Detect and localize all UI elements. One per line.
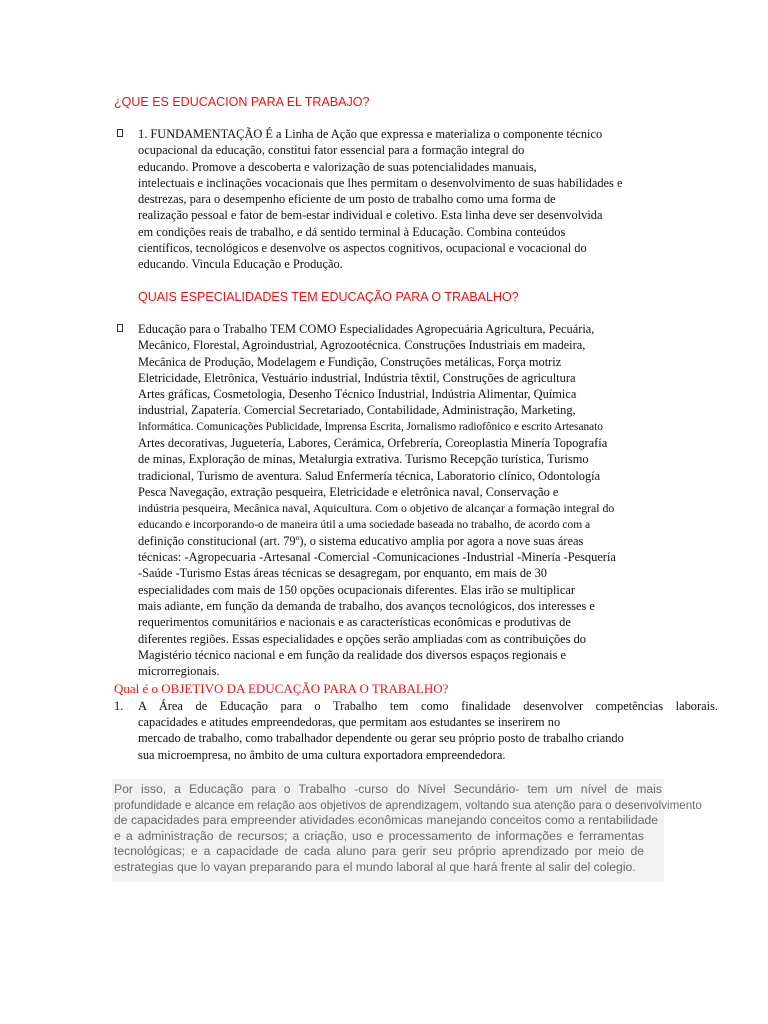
- paragraph-line: 1. FUNDAMENTAÇÃO É a Linha de Ação que expressa e materializa o componente técnico: [138, 127, 603, 141]
- paragraph-objetivo: [138, 698, 718, 763]
- paragraph-line: realização pessoal e fator de bem-estar individual e coletivo. Esta linha deve ser desenvolvida: [138, 208, 603, 223]
- paragraph-line: em condições reais de trabalho, e dá sentido terminal à Educação. Combina conteúdos: [138, 224, 566, 239]
- paragraph-line: industrial, Zapatería. Comercial Secretariado, Contabilidade, Administração, Marketing,: [138, 403, 576, 418]
- paragraph-especialidades: [138, 321, 616, 680]
- paragraph-line: Artes decorativas, Juguetería, Labores, Cerámica, Orfebrería, Coreoplastia Minería Topografía: [138, 436, 608, 451]
- bullet-icon: [117, 129, 123, 137]
- highlighted-paragraph: [112, 779, 702, 882]
- paragraph-line: Mecânica de Produção, Modelagem e Fundição, Construções metálicas, Força motriz: [138, 354, 562, 369]
- paragraph-line: Eletricidade, Eletrônica, Vestuário industrial, Indústria têxtil, Construções de agricultura: [138, 370, 576, 385]
- paragraph-line: de capacidades para empreender atividades econômicas manejando conceitos como a rentabilidade: [114, 813, 659, 828]
- paragraph-line: estrategias que lo vayan preparando para el mundo laboral al que hará frente al salir del colegio.: [114, 859, 636, 874]
- paragraph-line: científicos, tecnológicos e desenvolve os aspectos cognitivos, ocupacional e vocacional do: [138, 241, 587, 256]
- paragraph-line: Magistério técnico nacional e em função da realidade dos diversos espaços regionais e: [138, 647, 567, 662]
- paragraph-line: especialidades com mais de 150 opções ocupacionais diferentes. Elas irão se multiplicar: [138, 582, 575, 597]
- paragraph-line: educando e incorporando-o de maneira útil a uma sociedade baseada no trabalho, de acordo com a: [138, 518, 591, 531]
- paragraph-line: -Saúde -Turismo Estas áreas técnicas se desagregam, por enquanto, em mais de 30: [138, 566, 548, 581]
- paragraph-line: Informática. Comunicações Publicidade, Imprensa Escrita, Jornalismo radiofônico e escrito Artesanato: [138, 420, 603, 433]
- paragraph-line: profundidade e alcance em relação aos objetivos de aprendizagem, voltando sua atenção para o desenvolvimento: [114, 798, 702, 812]
- paragraph-line: mercado de trabalho, como trabalhador dependente ou gerar seu próprio posto de trabalho criando: [138, 731, 624, 746]
- paragraph-line: ocupacional da educação, constitui fator essencial para a formação integral do: [138, 143, 525, 158]
- heading-quais-especialidades: QUAIS ESPECIALIDADES TEM EDUCAÇÃO PARA O TRABALHO?: [138, 290, 519, 304]
- paragraph-line: capacidades e atitudes empreendedoras, que permitam aos estudantes se inserirem no: [138, 715, 561, 729]
- paragraph-line: educando. Promove a descoberta e valorização de suas potencialidades manuais,: [138, 159, 537, 174]
- paragraph-line: Pesca Navegação, extração pesqueira, Eletricidade e eletrônica naval, Conservação e: [138, 484, 559, 499]
- heading-que-es-educacion: ¿QUE ES EDUCACION PARA EL TRABAJO?: [114, 95, 370, 109]
- paragraph-line: intelectuais e inclinações vocacionais que lhes permitam o desenvolvimento de suas habilidades e: [138, 175, 623, 190]
- paragraph-line: tradicional, Turismo de aventura. Salud Enfermería técnica, Laboratorio clínico, Odontología: [138, 468, 601, 483]
- paragraph-line: diferentes regiões. Essas especialidades e opções serão ampliadas com as contribuições do: [138, 631, 586, 646]
- paragraph-line: indústria pesqueira, Mecânica naval, Aquicultura. Com o objetivo de alcançar a formação integral do: [138, 501, 615, 516]
- paragraph-line: definição constitucional (art. 79º), o sistema educativo amplia por agora a nove suas áreas: [138, 533, 584, 548]
- paragraph-line: Artes gráficas, Cosmetologia, Desenho Técnico Industrial, Indústria Alimentar, Química: [138, 387, 577, 402]
- paragraph-line: e a administração de recursos; a criação, uso e processamento de informações e ferramentas: [114, 828, 644, 843]
- paragraph-line: A Área de Educação para o Trabalho tem como finalidade desenvolver competências laborais.: [138, 699, 718, 713]
- heading-objetivo: Qual é o OBJETIVO DA EDUCAÇÃO PARA O TRABALHO?: [114, 681, 449, 696]
- paragraph-line: técnicas: -Agropecuaria -Artesanal -Comercial -Comunicaciones -Industrial -Minería -Pesquería: [138, 550, 616, 565]
- paragraph-line: Por isso, a Educação para o Trabalho -curso do Nível Secundário- tem um nível de mais: [114, 782, 662, 796]
- paragraph-line: Educação para o Trabalho TEM COMO Especialidades Agropecuária Agricultura, Pecuária,: [138, 322, 595, 336]
- paragraph-line: sua microempresa, no âmbito de uma cultura exportadora empreendedora.: [138, 747, 506, 762]
- paragraph-line: tecnológicas; e a capacidade de cada aluno para gerir seu próprio aprendizado por meio de: [114, 844, 644, 859]
- paragraph-line: de minas, Exploração de minas, Metalurgia extrativa. Turismo Recepção turística, Turismo: [138, 452, 589, 467]
- paragraph-line: destrezas, para o desempenho eficiente de um posto de trabalho como uma forma de: [138, 192, 556, 207]
- paragraph-fundamentacao: [138, 126, 622, 273]
- paragraph-line: educando. Vincula Educação e Produção.: [138, 257, 343, 272]
- bullet-icon: [117, 324, 123, 332]
- paragraph-line: requerimentos comunitários e nacionais e as características econômicas e produtivas de: [138, 615, 571, 630]
- paragraph-line: microrregionais.: [138, 664, 220, 679]
- paragraph-line: Mecânico, Florestal, Agroindustrial, Agrozootécnica. Construções Industriais em madeira,: [138, 338, 586, 353]
- paragraph-line: mais adiante, em função da demanda de trabalho, dos avanços tecnológicos, dos interesses e: [138, 599, 595, 614]
- list-number: 1.: [114, 699, 124, 713]
